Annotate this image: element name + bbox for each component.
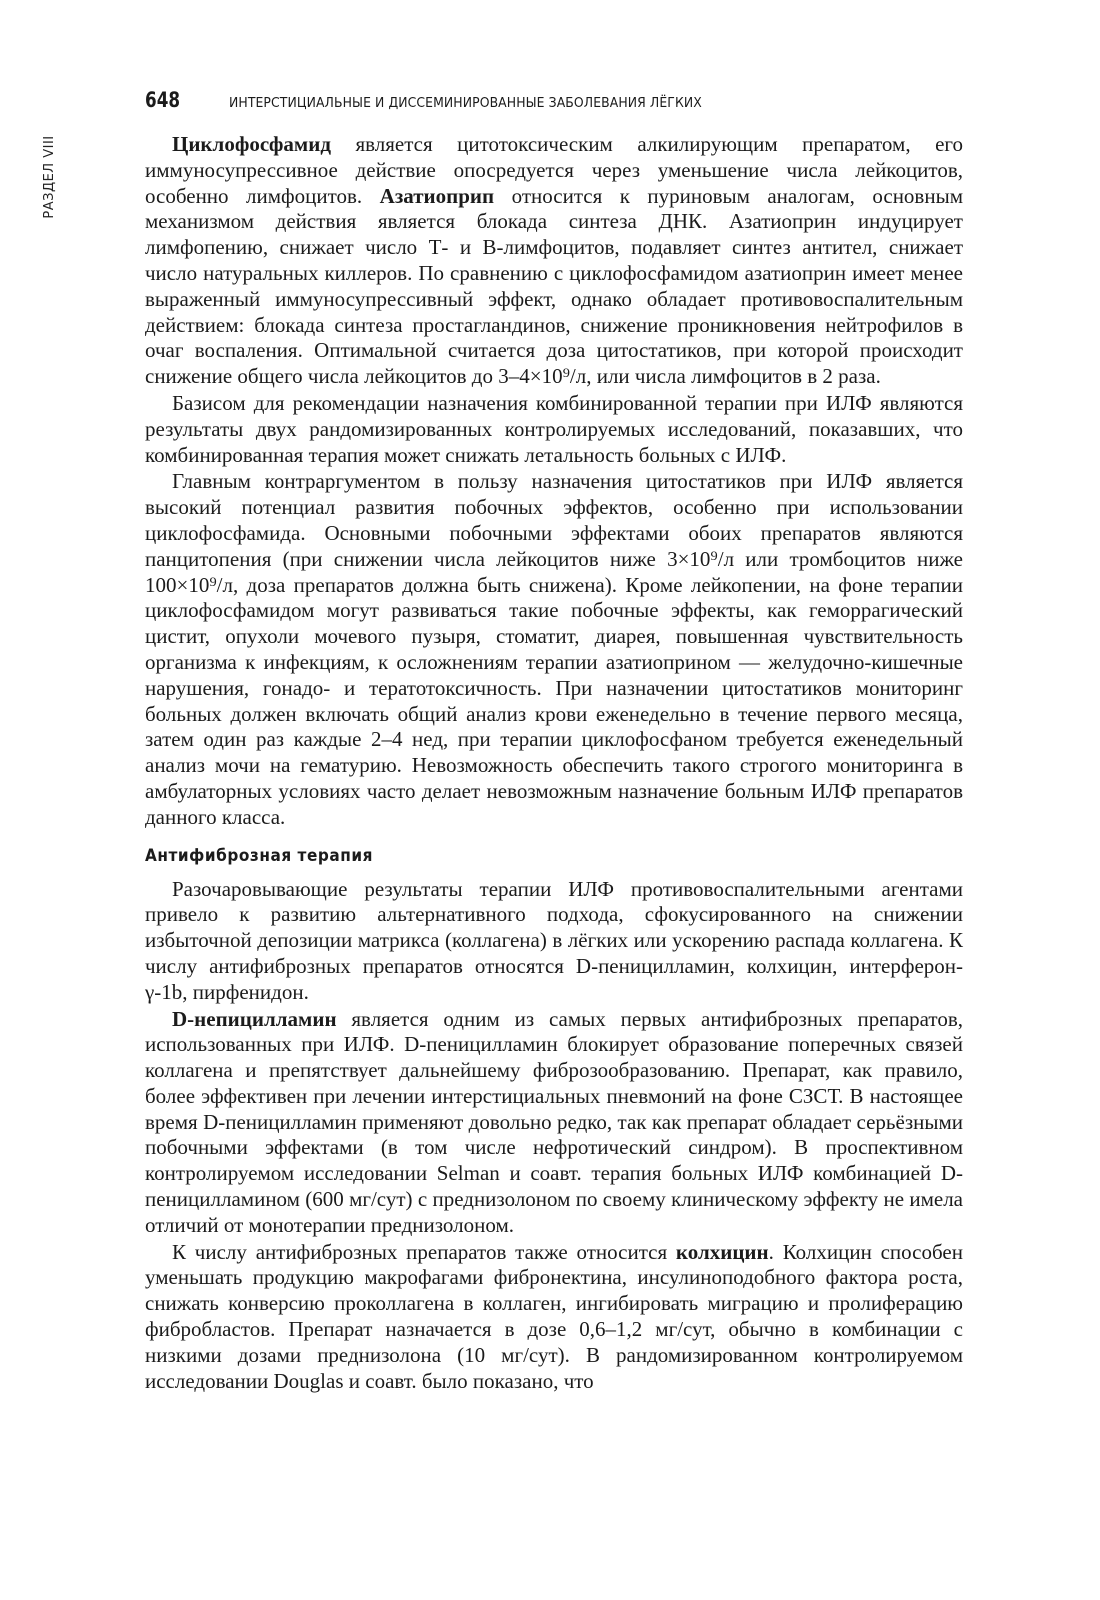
term-cyclophosphamide: Циклофосфамид xyxy=(172,132,331,156)
paragraph-cyclophosphamide xyxy=(145,132,963,390)
term-penicillamine: D-непицилламин xyxy=(172,1006,337,1031)
paragraph-text: является цитотоксическим алкилирующим препаратом, его иммуносупрессивное действие опосредуется через уменьшение числа лейкоцитов, особенно лимфоцитов. xyxy=(145,132,963,208)
term-colchicine: колхицин xyxy=(675,1239,769,1264)
section-heading: Антифиброзная терапия xyxy=(145,845,373,866)
paragraph-side-effects: Главным контраргументом в пользу назначения цитостатиков при ИЛФ является высокий потенциал развития побочных эффектов, особенно при использовании циклофосфамида. Основными побочными эффектами обоих препаратов являются панцитопения (при снижении числа лейкоцитов ниже 3×10⁹/л или тромбоцитов ниже 100×10⁹/л, доза препаратов должна быть снижена). Кроме лейкопении, на фоне терапии циклофосфамидом могут развиваться такие побочные эффекты, как геморрагический цистит, опухоли мочевого пузыря, стоматит, диарея, повышенная чувствительность организма к инфекциям, к осложнениям терапии азатиоприном — желудочно-кишечные нарушения, гонадо- и тератотоксичность. При назначении цитостатиков мониторинг больных должен включать общий анализ крови еженедельно в течение первого месяца, затем один раз каждые 2–4 нед, при терапии циклофосфаном требуется еженедельный анализ мочи на гематурию. Невозможность обеспечить такого строгого мониторинга в амбулаторных условиях часто делает невозможным назначение больным ИЛФ препаратов данного класса. xyxy=(145,469,963,829)
page-number: 648 xyxy=(145,88,181,112)
paragraph-antifibrotic-intro: Разочаровывающие результаты терапии ИЛФ противовоспалительными агентами привело к развитию альтернативного подхода, сфокусированного на снижении избыточной депозиции матрикса (коллагена) в лёгких или ускорению распада коллагена. К числу антифиброзных препаратов относятся D-пеницилламин, колхицин, интерферон-γ-1b, пирфенидон. xyxy=(145,876,963,1004)
paragraph-penicillamine xyxy=(145,1007,963,1239)
paragraph-text: К числу антифиброзных препаратов также относится xyxy=(172,1239,676,1264)
term-azathioprine: Азатиоприп xyxy=(379,183,495,208)
paragraph-text: является одним из самых первых антифиброзных препаратов, использованных при ИЛФ. D-пеницилламин блокирует образование поперечных связей коллагена и препятствует дальнейшему фиброзообразованию. Препарат, как правило, более эффективен при лечении интерстициальных пневмоний на фоне СЗСТ. В настоящее время D-пеницилламин применяют довольно редко, так как препарат обладает серьёзными побочными эффектами (в том числе нефротический синдром). В проспективном контролируемом исследовании Selman и соавт. терапия больных ИЛФ комбинацией D-пеницилламином (600 мг/сут) с преднизолоном по своему клиническому эффекту не имела отличий от монотерапии преднизолоном. xyxy=(145,1006,963,1237)
paragraph-colchicine xyxy=(145,1240,963,1395)
paragraph-text: относится к пуриновым аналогам, основным механизмом действия является блокада синтеза ДНК. Азатиоприн индуцирует лимфопению, снижает число Т- и В-лимфоцитов, подавляет синтез антител, снижает число натуральных киллеров. По сравнению с циклофосфамидом азатиоприн имеет менее выраженный иммуносупрессивный эффект, однако обладает противовоспалительным действием: блокада синтеза простагландинов, снижение проникновения нейтрофилов в очаг воспаления. Оптимальной считается доза цитостатиков, при которой происходит снижение общего числа лейкоцитов до 3–4×10⁹/л, или числа лимфоцитов в 2 раза. xyxy=(145,183,963,389)
paragraph-combined-therapy: Базисом для рекомендации назначения комбинированной терапии при ИЛФ являются результаты двух рандомизированных контролируемых исследований, показавших, что комбинированная терапия может снижать летальность больных с ИЛФ. xyxy=(145,390,963,467)
paragraph-text: . Колхицин способен уменьшать продукцию макрофагами фибронектина, инсулиноподобного фактора роста, снижать конверсию проколлагена в коллаген, ингибировать миграцию и пролиферацию фибробластов. Препарат назначается в дозе 0,6–1,2 мг/сут, обычно в комбинации с низкими дозами преднизолона (10 мг/сут). В рандомизированном контролируемом исследовании Douglas и соавт. было показано, что xyxy=(145,1239,963,1393)
section-side-tab: РАЗДЕЛ VIII xyxy=(42,135,57,219)
running-header xyxy=(145,88,965,116)
running-title: ИНТЕРСТИЦИАЛЬНЫЕ И ДИССЕМИНИРОВАННЫЕ ЗАБОЛЕВАНИЯ ЛЁГКИХ xyxy=(229,95,702,111)
body-text xyxy=(145,132,963,1394)
